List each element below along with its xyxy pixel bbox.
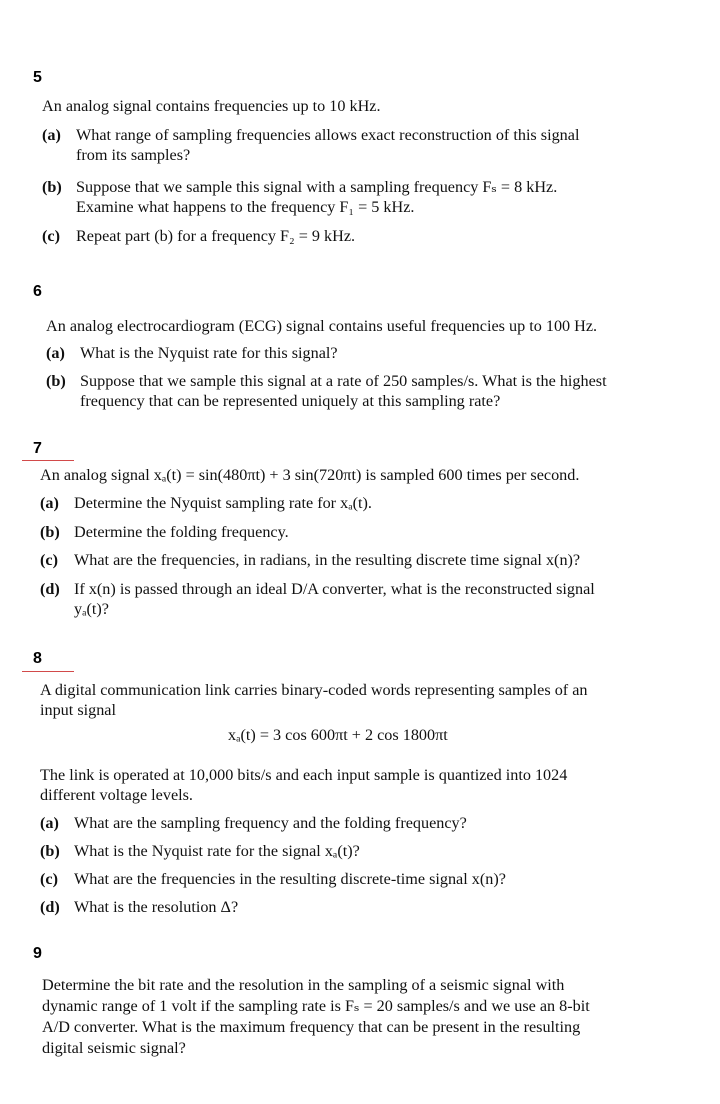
problem-intro: An analog electrocardiogram (ECG) signal contains useful frequencies up to 100 Hz. <box>46 317 598 335</box>
part-text: What are the sampling frequency and the folding frequency? <box>74 814 467 832</box>
part-text-continued: yₐ(t)? <box>74 600 109 618</box>
question-part <box>42 177 557 217</box>
question-part <box>46 371 607 411</box>
part-text: Suppose that we sample this signal with a sampling frequency Fₛ = 8 kHz. <box>76 178 558 196</box>
part-label: (a) <box>40 494 59 512</box>
question-part <box>40 841 360 861</box>
part-label: (c) <box>42 227 60 245</box>
part-text-continued: frequency that can be represented uniquely at this sampling rate? <box>80 392 501 410</box>
question-part <box>40 493 372 513</box>
part-text-continued: Examine what happens to the frequency F₁ = 5 kHz. <box>76 198 415 216</box>
part-label: (a) <box>42 126 61 144</box>
part-text: Determine the folding frequency. <box>74 523 289 541</box>
part-label: (b) <box>46 372 66 390</box>
part-label: (c) <box>40 870 58 888</box>
question-part <box>40 897 238 917</box>
part-label: (a) <box>46 344 65 362</box>
question-part <box>40 550 580 570</box>
question-part <box>46 343 338 363</box>
question-part <box>42 226 355 246</box>
part-label: (b) <box>42 178 62 196</box>
part-text: What are the frequencies in the resulting discrete-time signal x(n)? <box>74 870 506 888</box>
problem-number: 7 <box>33 440 42 457</box>
part-label: (c) <box>40 551 58 569</box>
question-part <box>42 125 579 165</box>
problem-text: Determine the bit rate and the resolution in the sampling of a seismic signal with <box>42 976 565 994</box>
part-text: What is the resolution Δ? <box>74 898 239 916</box>
problem-intro: An analog signal contains frequencies up to 10 kHz. <box>42 97 381 115</box>
problem-number: 9 <box>33 945 42 962</box>
signal-equation: xₐ(t) = 3 cos 600πt + 2 cos 1800πt <box>228 726 448 744</box>
question-part <box>40 869 506 889</box>
problem-intro: An analog signal xₐ(t) = sin(480πt) + 3 sin(720πt) is sampled 600 times per second. <box>40 466 580 484</box>
question-part <box>40 522 289 542</box>
problem-text: A/D converter. What is the maximum frequency that can be present in the resulting <box>42 1018 581 1036</box>
divider-rule <box>22 460 74 461</box>
divider-rule <box>22 671 74 672</box>
part-label: (d) <box>40 898 60 916</box>
part-label: (a) <box>40 814 59 832</box>
problem-intro-continued: input signal <box>40 701 116 719</box>
question-part <box>40 813 467 833</box>
problem-text: digital seismic signal? <box>42 1039 186 1057</box>
part-text-continued: from its samples? <box>76 146 191 164</box>
problem-number: 6 <box>33 283 42 300</box>
part-text: What is the Nyquist rate for this signal? <box>80 344 338 362</box>
part-text: Suppose that we sample this signal at a rate of 250 samples/s. What is the highest <box>80 372 607 390</box>
part-text: What are the frequencies, in radians, in the resulting discrete time signal x(n)? <box>74 551 581 569</box>
problem-number: 8 <box>33 650 42 667</box>
problem-number: 5 <box>33 69 42 86</box>
part-label: (d) <box>40 580 60 598</box>
part-label: (b) <box>40 842 60 860</box>
part-text: What is the Nyquist rate for the signal xₐ(t)? <box>74 842 360 860</box>
part-label: (b) <box>40 523 60 541</box>
problem-text: dynamic range of 1 volt if the sampling rate is Fₛ = 20 samples/s and we use an 8-bit <box>42 997 590 1015</box>
part-text: If x(n) is passed through an ideal D/A converter, what is the reconstructed signal <box>74 580 595 598</box>
part-text: Determine the Nyquist sampling rate for xₐ(t). <box>74 494 372 512</box>
part-text: What range of sampling frequencies allows exact reconstruction of this signal <box>76 126 580 144</box>
question-part <box>40 579 595 619</box>
part-text: Repeat part (b) for a frequency F₂ = 9 kHz. <box>76 227 356 245</box>
problem-body-continued: different voltage levels. <box>40 786 193 804</box>
problem-body: The link is operated at 10,000 bits/s and each input sample is quantized into 1024 <box>40 766 568 784</box>
problem-intro: A digital communication link carries binary-coded words representing samples of an <box>40 681 588 699</box>
